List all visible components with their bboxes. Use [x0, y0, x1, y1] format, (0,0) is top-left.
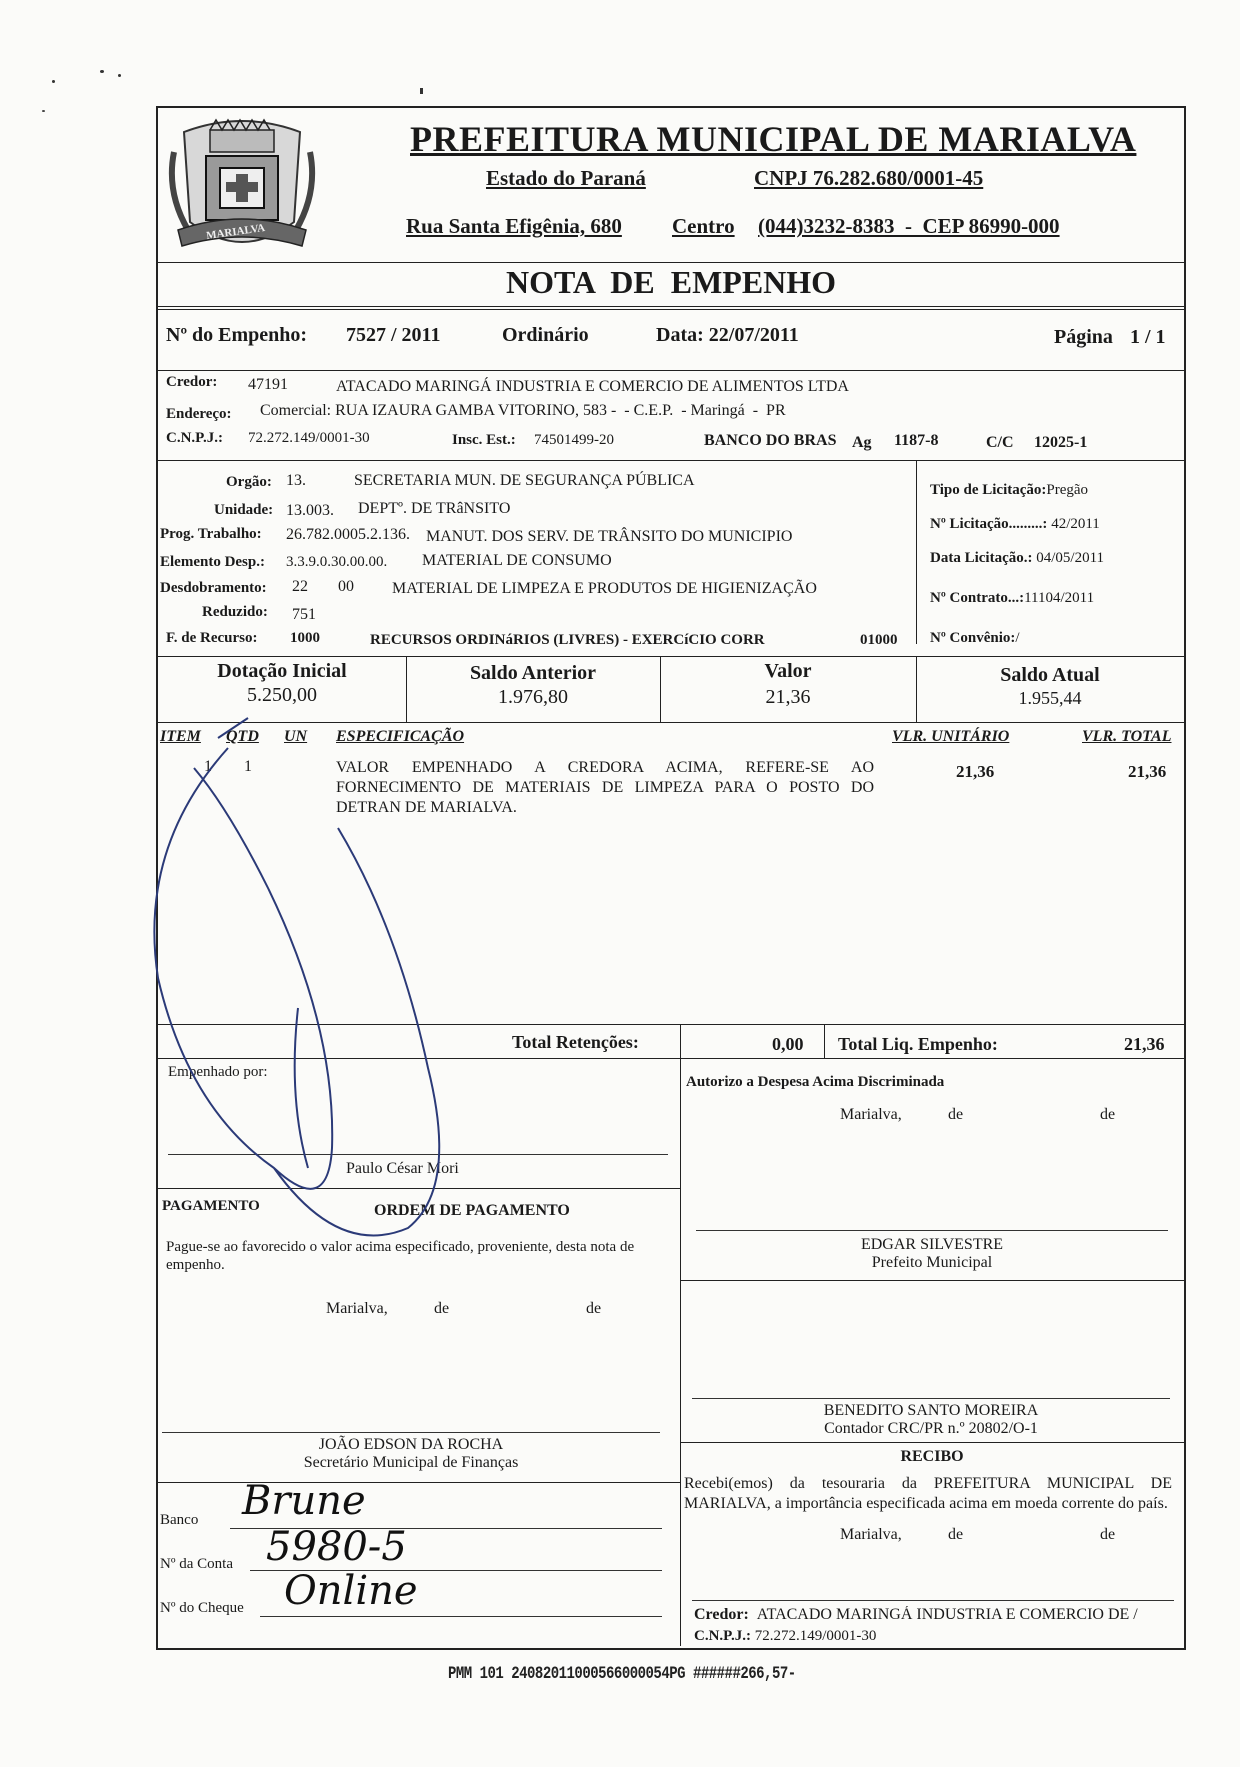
autorizo-de1: de	[948, 1106, 964, 1123]
recibo-place: Marialva,	[840, 1526, 902, 1543]
row-vlr-total: 21,36	[1128, 762, 1167, 781]
autorizo-role: Prefeito Municipal	[871, 1254, 993, 1271]
recibo-de2: de	[1100, 1526, 1116, 1543]
pagamento-role: Secretário Municipal de Finanças	[303, 1454, 519, 1471]
col-qtd-header: QTD	[226, 728, 259, 745]
recibo-text: Recebi(emos) da tesouraria da PREFEITURA MUNICIPAL DE MARIALVA, a importância especificada acima em moeda corrente do país.	[684, 1475, 1172, 1512]
autorizo-de2: de	[1100, 1106, 1116, 1123]
empenho-number-label: Nº do Empenho:	[166, 324, 308, 346]
saldo-anterior-label: Saldo Anterior	[469, 662, 597, 684]
valor-value: 21,36	[765, 686, 811, 708]
pagamento-signer: JOÃO EDSON DA ROCHA	[318, 1436, 504, 1453]
credor-bank: BANCO DO BRAS	[704, 432, 837, 449]
col-un-header: UN	[284, 728, 308, 745]
recibo-label: RECIBO	[900, 1448, 964, 1465]
address-label: Endereço:	[166, 406, 232, 422]
licitacao-tipo: Tipo de Licitação:Pregão	[930, 482, 1089, 498]
saldo-atual-value: 1.955,44	[1018, 688, 1082, 708]
unidade-name: DEPTº. DE TRâNSITO	[358, 500, 511, 517]
cheque-handwritten-value: Online	[284, 1568, 418, 1614]
empenho-type: Ordinário	[502, 324, 589, 346]
dotacao-label: Dotação Inicial	[217, 660, 347, 682]
scan-speck	[42, 110, 45, 112]
row-item: 1	[204, 758, 212, 775]
desdob-b: 00	[338, 578, 354, 595]
contador-role: Contador CRC/PR n.º 20802/O-1	[824, 1420, 1038, 1437]
ag-label: Ag	[852, 434, 872, 451]
dotacao-value: 5.250,00	[247, 684, 317, 706]
valor-label: Valor	[764, 660, 812, 682]
orgao-label: Orgão:	[226, 474, 272, 490]
municipality-cnpj: CNPJ 76.282.680/0001-45	[754, 166, 984, 190]
recurso-code: 1000	[290, 630, 320, 646]
credor-address: Comercial: RUA IZAURA GAMBA VITORINO, 583 - - C.E.P. - Maringá - PR	[260, 402, 786, 419]
banco-handwritten-value: Brune	[242, 1478, 366, 1524]
elemento-name: MATERIAL DE CONSUMO	[422, 552, 612, 569]
recurso-name: RECURSOS ORDINáRIOS (LIVRES) - EXERCíCIO CORR	[370, 632, 765, 648]
autorizo-label: Autorizo a Despesa Acima Discriminada	[686, 1074, 945, 1090]
credor-name: ATACADO MARINGÁ INDUSTRIA E COMERCIO DE ALIMENTOS LTDA	[336, 378, 849, 395]
credor-cc: 12025-1	[1034, 434, 1088, 451]
autorizo-place: Marialva,	[840, 1106, 902, 1123]
prog-label: Prog. Trabalho:	[160, 526, 262, 542]
empenho-number: 7527 / 2011	[346, 324, 441, 346]
autorizo-signer: EDGAR SILVESTRE	[860, 1236, 1004, 1253]
footer-code: PMM 101 24082011000566000054PG ######266,57-	[448, 1664, 796, 1684]
scan-speck	[420, 88, 423, 94]
conta-handwritten-value: 5980-5	[266, 1524, 407, 1570]
elemento-code: 3.3.9.0.30.00.00.	[286, 554, 388, 570]
retencoes-label: Total Retenções:	[512, 1032, 639, 1052]
desdob-a: 22	[292, 578, 308, 595]
prog-name: MANUT. DOS SERV. DE TRÂNSITO DO MUNICIPIO	[426, 528, 793, 545]
row-especificacao: VALOR EMPENHADO A CREDORA ACIMA, REFERE-SE AO FORNECIMENTO DE MATERIAIS DE LIMPEZA PARA O POSTO DO DETRAN DE MARIALVA.	[336, 759, 874, 816]
prog-code: 26.782.0005.2.136.	[286, 526, 410, 543]
conta-label: Nº da Conta	[160, 1556, 233, 1572]
saldo-atual-label: Saldo Atual	[1000, 664, 1100, 686]
credor-cnpj: 72.272.149/0001-30	[248, 430, 370, 446]
credor-label: Credor:	[166, 374, 218, 390]
recurso-number: 01000	[860, 632, 898, 648]
pagamento-de1: de	[434, 1300, 450, 1317]
recibo-de1: de	[948, 1526, 964, 1543]
scan-speck	[118, 74, 121, 77]
col-vlr-total-header: VLR. TOTAL	[1082, 728, 1172, 745]
recibo-credor: Credor: ATACADO MARINGÁ INDUSTRIA E COMERCIO DE /	[694, 1606, 1138, 1623]
handwritten-signature	[98, 648, 498, 1288]
state-name: Estado do Paraná	[486, 166, 646, 190]
pagamento-place: Marialva,	[326, 1300, 388, 1317]
contador-signer: BENEDITO SANTO MOREIRA	[823, 1402, 1039, 1419]
cc-label: C/C	[986, 434, 1014, 451]
row-vlr-unitario: 21,36	[956, 762, 995, 781]
page-number: 1 / 1	[1130, 326, 1166, 348]
desdob-label: Desdobramento:	[160, 580, 267, 596]
credor-code: 47191	[248, 376, 288, 393]
address-street: Rua Santa Efigênia, 680	[406, 214, 622, 238]
col-item-header: ITEM	[160, 728, 201, 745]
col-espec-header: ESPECIFICAÇÃO	[336, 728, 465, 745]
elemento-label: Elemento Desp.:	[160, 554, 265, 570]
orgao-code: 13.	[286, 472, 306, 489]
page-label: Página	[1054, 326, 1113, 348]
empenhado-signer: Paulo César Mori	[346, 1160, 459, 1177]
municipality-title: PREFEITURA MUNICIPAL DE MARIALVA	[410, 119, 1137, 159]
convenio-numero: Nº Convênio:/	[930, 630, 1020, 646]
cheque-label: Nº do Cheque	[160, 1600, 244, 1616]
total-liq-value: 21,36	[1124, 1034, 1165, 1054]
credor-ag: 1187-8	[894, 432, 939, 449]
row-qtd: 1	[244, 758, 252, 775]
scan-speck	[52, 80, 55, 83]
saldo-anterior-value: 1.976,80	[498, 686, 568, 708]
municipal-crest-icon	[164, 112, 320, 262]
nota-empenho-document	[156, 106, 1186, 1650]
document-title: NOTA DE EMPENHO	[505, 264, 837, 300]
empenhado-label: Empenhado por:	[168, 1064, 268, 1080]
desdob-name: MATERIAL DE LIMPEZA E PRODUTOS DE HIGIENIZAÇÃO	[392, 580, 817, 597]
scan-speck	[100, 70, 104, 73]
banco-label: Banco	[160, 1512, 199, 1528]
address-phone-cep: (044)3232-8383 - CEP 86990-000	[758, 214, 1060, 238]
unidade-label: Unidade:	[214, 502, 274, 518]
orgao-name: SECRETARIA MUN. DE SEGURANÇA PÚBLICA	[354, 472, 695, 489]
retencoes-value: 0,00	[772, 1034, 804, 1054]
pagamento-text: Pague-se ao favorecido o valor acima especificado, proveniente, desta nota de empenho.	[166, 1239, 635, 1273]
pagamento-label: PAGAMENTO	[162, 1198, 260, 1214]
recibo-cnpj: C.N.P.J.: 72.272.149/0001-30	[694, 1628, 877, 1644]
pagamento-de2: de	[586, 1300, 602, 1317]
insc-label: Insc. Est.:	[452, 432, 516, 448]
reduzido-label: Reduzido:	[202, 604, 268, 620]
col-vlr-unit-header: VLR. UNITÁRIO	[892, 728, 1010, 745]
total-liq-label: Total Liq. Empenho:	[838, 1034, 998, 1054]
cnpj-label: C.N.P.J.:	[166, 430, 223, 446]
address-district: Centro	[672, 214, 735, 238]
crest-banner-text: MARIALVA	[205, 221, 266, 243]
recurso-label: F. de Recurso:	[166, 630, 258, 646]
licitacao-data: Data Licitação.: 04/05/2011	[930, 550, 1105, 566]
ordem-pagamento-label: ORDEM DE PAGAMENTO	[374, 1202, 570, 1219]
licitacao-numero: Nº Licitação.........: 42/2011	[930, 516, 1100, 532]
reduzido-code: 751	[292, 606, 316, 623]
credor-insc: 74501499-20	[534, 432, 614, 448]
unidade-code: 13.003.	[286, 502, 334, 519]
contrato-numero: Nº Contrato...:11104/2011	[930, 590, 1095, 606]
empenho-date: Data: 22/07/2011	[656, 324, 799, 346]
